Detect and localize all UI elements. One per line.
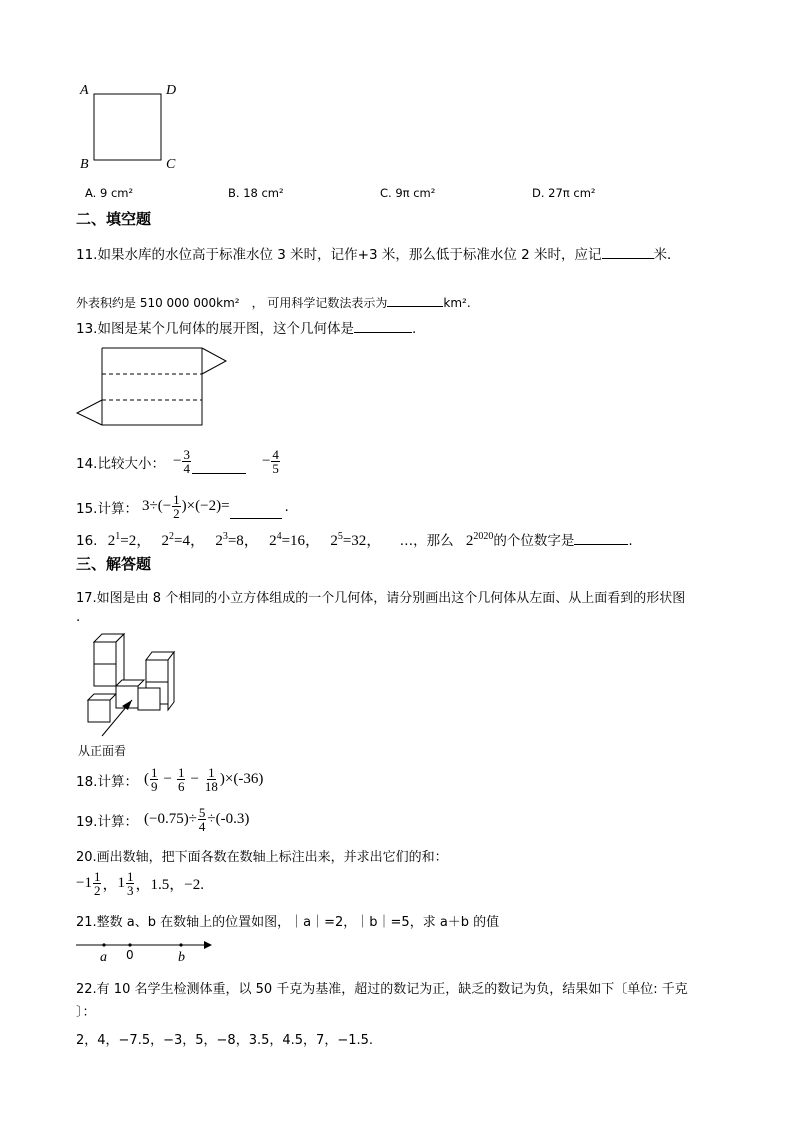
section-fill-blank-heading: 二、填空题 xyxy=(76,210,152,228)
q18-d3: 18 xyxy=(204,779,218,794)
q16-val-4: =16， xyxy=(281,533,321,549)
prism-net-figure xyxy=(74,343,234,431)
q14-label: 14.比较大小： xyxy=(76,455,165,472)
square-label-c: C xyxy=(166,157,176,172)
q20-n1-den: 2 xyxy=(93,883,101,898)
q14-minus-b: − xyxy=(261,453,271,469)
q21-label-a: a xyxy=(100,950,107,965)
square-label-d: D xyxy=(166,83,177,98)
q22-values: 2，4，−7.5，−3，5，−8，3.5，4.5，7，−1.5. xyxy=(76,1033,374,1048)
q18-n1: 1 xyxy=(150,765,158,780)
q15-label: 15.计算： xyxy=(76,500,138,517)
q14-a-denominator: 4 xyxy=(183,461,190,476)
q18-n3: 1 xyxy=(208,765,215,780)
q18-minus-1: − xyxy=(163,771,172,787)
question-19 xyxy=(76,806,249,833)
q13-suffix: . xyxy=(411,321,417,337)
q19-denominator: 4 xyxy=(198,819,206,834)
cube-figure xyxy=(84,630,184,742)
q11-text: 11.如果水库的水位高于标准水位 3 米时，记作+3 米，那么低于标准水位 2 米时，应记 xyxy=(76,247,602,263)
section-answer-heading: 三、解答题 xyxy=(76,555,152,573)
q20-n1-num: 1 xyxy=(93,869,101,884)
q13-blank xyxy=(354,318,412,333)
q20-n2-den: 3 xyxy=(126,883,134,898)
q16-val-1: =2， xyxy=(120,533,152,549)
q19-expr-a: (−0.75)÷ xyxy=(143,811,197,827)
q16-val-5: =32， xyxy=(342,533,382,549)
q12-suffix: km². xyxy=(443,296,471,310)
q11-suffix: 米． xyxy=(653,247,681,263)
q16-blank xyxy=(574,530,628,545)
q14-a-numerator: 3 xyxy=(183,447,190,462)
q15-expr-b: )×(−2)= xyxy=(181,498,230,514)
q20-n2-num: 1 xyxy=(126,869,134,884)
q16-base-2: 2 xyxy=(161,533,170,549)
q14-blank xyxy=(192,459,246,474)
q17-caption: 从正面看 xyxy=(78,744,127,758)
q19-label: 19.计算： xyxy=(76,813,138,830)
q15-denominator: 2 xyxy=(173,506,180,521)
q19-expr-b: ÷(-0.3) xyxy=(207,811,250,827)
q21-label-0: 0 xyxy=(126,948,134,962)
question-11 xyxy=(76,243,681,263)
q16-base-3: 2 xyxy=(215,533,223,549)
q16-base-4: 2 xyxy=(269,533,277,549)
option-c: C. 9π cm² xyxy=(380,186,436,200)
q11-blank xyxy=(602,244,654,259)
q17-dot: . xyxy=(76,609,81,625)
q20-n1-int: −1 xyxy=(76,875,92,891)
q16-exp-4: 4 xyxy=(276,531,282,542)
q16-exp-5: 5 xyxy=(337,531,343,542)
q20-rest: 1.5，−2. xyxy=(150,877,204,893)
q13-text: 13.如图是某个几何体的展开图，这个几何体是 xyxy=(76,321,354,337)
q16-label: 16. xyxy=(76,533,98,549)
q12-blank xyxy=(387,292,443,307)
q21-number-line xyxy=(74,938,214,952)
q18-label: 18.计算： xyxy=(76,773,138,790)
q19-numerator: 5 xyxy=(198,805,206,820)
q20-text: 20.画出数轴，把下面各数在数轴上标注出来，并求出它们的和： xyxy=(76,850,448,865)
option-a: A. 9 cm² xyxy=(85,186,134,200)
q18-n2: 1 xyxy=(177,765,185,780)
question-15: 15.计算： 3÷(− $\frac{1}{2}$ )×(−2)= . xyxy=(76,492,289,521)
q18-d2: 6 xyxy=(177,779,185,794)
q12-text: 外表积约是 510 000 000km² ， 可用科学记数法表示为 xyxy=(76,296,388,310)
question-14 xyxy=(76,448,281,475)
q16-val-3: =8， xyxy=(227,533,259,549)
q16-exp-6: 2020 xyxy=(473,531,494,542)
q18-tail: )×(-36) xyxy=(219,771,264,787)
square-label-a: A xyxy=(80,83,89,98)
q17-text: 17.如图是由 8 个相同的小立方体组成的一个几何体，请分别画出这个几何体从左面、从上面看到的形状图 xyxy=(76,591,686,606)
question-13 xyxy=(76,317,416,337)
q16-base-1: 2 xyxy=(107,533,116,549)
q16-suffix: 的个位数字是 xyxy=(493,533,575,549)
q16-base-6: 2 xyxy=(465,533,474,549)
q16-val-2: =4， xyxy=(174,533,206,549)
option-d: D. 27π cm² xyxy=(532,186,596,200)
q21-text: 21.整数 a、b 在数轴上的位置如图，｜a｜=2，｜b｜=5，求 a＋b 的值 xyxy=(76,915,500,930)
question-18 xyxy=(76,766,263,793)
q22-text2: 〕： xyxy=(76,1005,96,1020)
q16-exp-2: 2 xyxy=(169,531,175,542)
question-12 xyxy=(76,292,471,311)
option-b: B. 18 cm² xyxy=(228,186,284,200)
q22-text: 22.有 10 名学生检测体重，以 50 千克为基准，超过的数记为正，缺乏的数记为负，结果如下〔单位: 千克 xyxy=(76,982,688,997)
q21-label-b: b xyxy=(178,950,185,965)
square-label-b: B xyxy=(80,157,89,172)
question-16: 16. $2^1=2$， $2^2=4$， $2^3=8$， $2^4=16$， $2^5=32$， …，那么 $2^{2020}$的个位数字是 . xyxy=(76,531,633,549)
q16-exp-3: 3 xyxy=(222,531,228,542)
q14-minus-a: − xyxy=(172,453,182,469)
q16-exp-1: 1 xyxy=(115,531,121,542)
q18-d1: 9 xyxy=(150,779,158,794)
q14-b-denominator: 5 xyxy=(272,461,279,476)
q15-expr-a: 3÷(− xyxy=(141,498,172,514)
q20-n2-int: 1 xyxy=(117,875,125,891)
q15-blank xyxy=(230,504,282,519)
q16-ellipsis: …，那么 xyxy=(399,533,454,549)
q18-minus-2: − xyxy=(190,771,199,787)
q18-open: ( xyxy=(143,771,149,787)
q14-b-numerator: 4 xyxy=(272,447,279,462)
q16-base-5: 2 xyxy=(330,533,338,549)
q20-numbers: −1 $\frac{1}{2}$ ， 1 $\frac{1}{3}$ ， 1.5，−2. xyxy=(76,869,204,898)
q15-numerator: 1 xyxy=(173,492,180,507)
